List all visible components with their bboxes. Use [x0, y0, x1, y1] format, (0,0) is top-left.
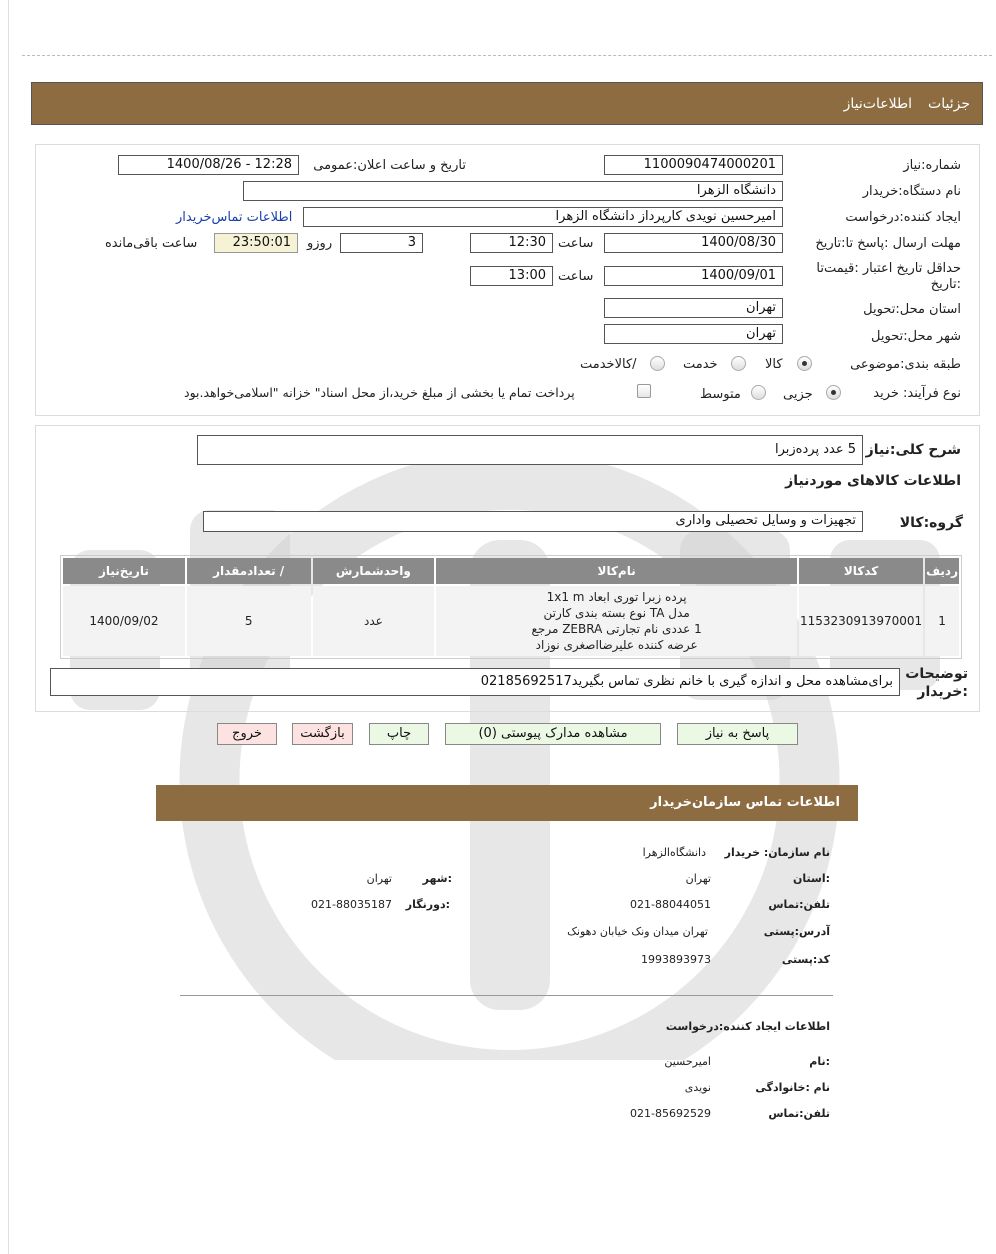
category-radio-goods-service[interactable]: [650, 356, 665, 371]
postal-value: 1993893973: [641, 953, 711, 966]
breadcrumb-details[interactable]: جزئیات: [928, 96, 970, 112]
view-docs-button[interactable]: مشاهده مدارک پیوستی (0): [445, 723, 661, 745]
goods-group-label: گروه:کالا: [899, 515, 963, 531]
cell-row: 1: [925, 586, 959, 656]
deadline-label: مهلت ارسال :پاسخ تا:تاریخ: [815, 236, 961, 251]
province-label: استان محل:تحویل: [863, 302, 961, 317]
need-number-label: شماره:نیاز: [903, 158, 961, 173]
name-label: :نام: [809, 1055, 830, 1068]
announce-field: 1400/08/26 - 12:28: [118, 155, 299, 175]
buyer-notes-label: توضیحات :خریدار: [905, 666, 968, 700]
creator-phone-value: 021-85692529: [630, 1107, 711, 1120]
goods-table: [60, 555, 962, 659]
contact-header: [156, 785, 858, 821]
back-button[interactable]: بازگشت: [292, 723, 353, 745]
validity-time-field: 13:00: [470, 266, 553, 286]
address-value: تهران میدان ونک خیابان دهونک: [567, 925, 708, 938]
city-label: شهر محل:تحویل: [871, 329, 961, 344]
fax-value: 021-88035187: [311, 898, 392, 911]
remaining-label: ساعت باقی‌مانده: [105, 236, 198, 251]
contact-city-value: تهران: [366, 872, 392, 885]
buyer-label: نام دستگاه:خریدار: [862, 184, 961, 199]
deadline-time-label: ساعت: [558, 236, 594, 251]
fax-label: :دورنگار: [405, 898, 450, 911]
category-label: طبقه بندی:موضوعی: [850, 357, 961, 372]
treasury-payment-text: پرداخت تمام یا بخشی از مبلغ خرید،از محل اسناد" خزانه "اسلامی‌خواهد.بود: [184, 385, 575, 400]
process-radio-medium[interactable]: [751, 385, 766, 400]
breadcrumb-bar: [31, 82, 983, 125]
cell-name-line: مدل TA نوع بسته بندی کارتن: [543, 606, 690, 620]
phone-value: 021-88044051: [630, 898, 711, 911]
category-radio-service[interactable]: [731, 356, 746, 371]
validity-label: حداقل تاریخ اعتبار :قیمت‌تا :تاریخ: [816, 261, 961, 292]
col-row: ردیف: [925, 558, 959, 584]
table-row: [63, 586, 959, 656]
creator-label: ایجاد کننده:درخواست: [845, 210, 961, 225]
need-description-field: 5 عدد پرده‌زبرا: [197, 435, 863, 465]
validity-time-label: ساعت: [558, 269, 594, 284]
need-number-field: 1100090474000201: [604, 155, 783, 175]
col-date: تاریخ‌نیاز: [63, 558, 185, 584]
city-field: تهران: [604, 324, 783, 344]
col-unit: واحدشمارش: [313, 558, 435, 584]
creator-field: امیرحسین نویدی کارپرداز دانشگاه الزهرا: [303, 207, 783, 227]
reply-button[interactable]: پاسخ به نیاز: [677, 723, 798, 745]
org-value: دانشگاه‌الزهرا: [642, 846, 706, 859]
top-divider: [22, 55, 992, 56]
treasury-payment-checkbox[interactable]: [637, 384, 651, 398]
contact-province-label: :استان: [793, 872, 830, 885]
deadline-time-field: 12:30: [470, 233, 553, 253]
contact-city-label: :شهر: [422, 872, 452, 885]
buyer-contact-link[interactable]: اطلاعات تماس‌خریدار: [176, 210, 293, 225]
buyer-notes-field: برای‌مشاهده محل و اندازه گیری با خانم نظری تماس بگیرید02185692517: [50, 668, 900, 696]
category-radio-goods[interactable]: [797, 356, 812, 371]
goods-info-title: اطلاعات کالاهای موردنیاز: [785, 473, 961, 489]
family-label: نام :خانوادگی: [755, 1081, 830, 1094]
category-option-goods-service: /کالاخدمت: [580, 357, 637, 372]
category-option-service: خدمت: [683, 357, 718, 372]
cell-date: 1400/09/02: [63, 586, 185, 656]
creator-info-title: اطلاعات ایجاد کننده:درخواست: [665, 1020, 830, 1033]
process-option-medium: متوسط: [700, 387, 741, 402]
cell-qty: 5: [187, 586, 311, 656]
postal-label: کد:پستی: [781, 953, 830, 966]
process-option-small: جزیی: [783, 387, 813, 402]
need-description-label: شرح کلی:نیاز: [865, 442, 961, 458]
left-edge-line: [8, 0, 9, 1254]
address-label: آدرس:پستی: [763, 925, 830, 938]
process-radio-small[interactable]: [826, 385, 841, 400]
announce-label: تاریخ و ساعت اعلان:عمومی: [313, 158, 466, 173]
cell-name: [436, 586, 797, 656]
phone-label: تلفن:تماس: [768, 898, 830, 911]
cell-name-line: پرده زبرا توری ابعاد 1x1 m: [546, 590, 687, 604]
print-button[interactable]: چاپ: [369, 723, 429, 745]
org-label: نام سازمان: خریدار: [724, 846, 830, 859]
province-field: تهران: [604, 298, 783, 318]
col-code: کدکالا: [799, 558, 923, 584]
col-qty: / تعدادمقدار: [187, 558, 311, 584]
days-field: 3: [340, 233, 423, 253]
creator-phone-label: تلفن:تماس: [768, 1107, 830, 1120]
family-value: نویدی: [684, 1081, 711, 1094]
deadline-date-field: 1400/08/30: [604, 233, 783, 253]
cell-name-line: عرضه کننده علیرضااصغری نوزاد: [535, 638, 698, 652]
cell-code: 1153230913970001: [799, 586, 923, 656]
validity-date-field: 1400/09/01: [604, 266, 783, 286]
cell-name-line: 1 عددی نام تجارتی ZEBRA مرجع: [531, 622, 702, 636]
category-option-goods: کالا: [765, 357, 783, 372]
process-label: نوع فرآیند: خرید: [873, 386, 961, 401]
col-name: نام‌کالا: [436, 558, 797, 584]
contact-divider: [180, 995, 833, 996]
contact-title: اطلاعات تماس سازمان‌خریدار: [650, 795, 840, 810]
exit-button[interactable]: خروج: [217, 723, 277, 745]
name-value: امیرحسین: [664, 1055, 711, 1068]
breadcrumb-info[interactable]: اطلاعات‌نیاز: [843, 96, 912, 112]
goods-group-field: تجهیزات و وسایل تحصیلی واداری: [203, 511, 863, 532]
buyer-field: دانشگاه الزهرا: [243, 181, 783, 201]
contact-province-value: تهران: [685, 872, 711, 885]
cell-unit: عدد: [313, 586, 435, 656]
days-label: روزو: [307, 236, 333, 251]
remaining-time-field: 23:50:01: [214, 233, 298, 253]
